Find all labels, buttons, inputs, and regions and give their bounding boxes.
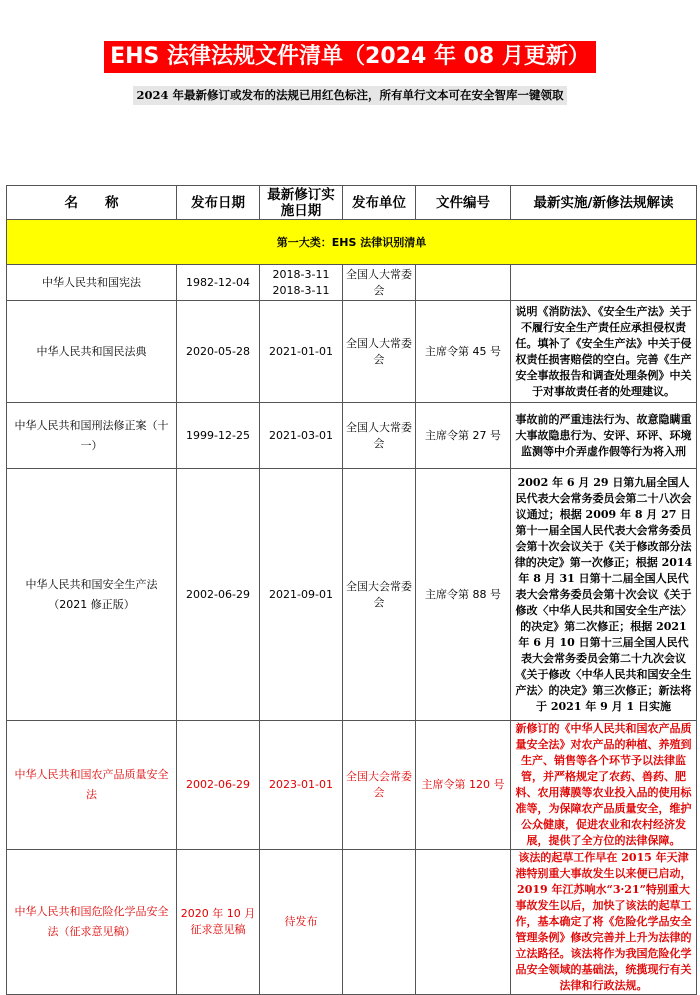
subtitle-wrap [0, 84, 700, 105]
page-title: EHS 法律法规文件清单（2024 年 08 月更新） [104, 41, 596, 73]
row-publish-date: 1999-12-25 [177, 403, 260, 469]
row-doc-no [416, 850, 511, 995]
row-note: 2002 年 6 月 29 日第九届全国人民代表大会常务委员会第二十八次会议通过；根据 2009 年 8 月 27 日第十一届全国人民代表大会常务委员会第十次会议关于《关于修改部分法律的决定》第一次修正；根据 2014 年 8 月 31 日第十二届全国人民代表大会常务委员会第十次会议《关于修改〈中华人民共和国安全生产法〉的决定》第二次修正；根据 2021 年 6 月 10 日第十三届全国人民代表大会常务委员会第二十九次会议《关于修改〈中华人民共和国安全生产法〉的决定》第三次修正；新法将于 2021 年 9 月 1 日实施 [511, 469, 697, 721]
table-row [7, 403, 697, 469]
table-row [7, 850, 697, 995]
table-row [7, 265, 697, 301]
row-note [511, 265, 697, 301]
header-revise-date: 最新修订实施日期 [260, 186, 343, 220]
row-name: 中华人民共和国安全生产法（2021 修正版） [7, 469, 177, 721]
row-note: 该法的起草工作早在 2015 年天津港特别重大事故发生以来便已启动，2019 年江苏响水“3·21”特别重大事故发生以后，加快了该法的起草工作，基本确定了将《危险化学品安全管理条例》修改完善并上升为法律的立法路径。该法将作为我国危险化学品安全领域的基础法，统揽现行有关法律和行政法规。 [511, 850, 697, 995]
header-note: 最新实施/新修法规解读 [511, 186, 697, 220]
title-wrap [0, 41, 700, 73]
category-row [7, 220, 697, 265]
row-unit [343, 850, 416, 995]
header-name: 名 称 [7, 186, 177, 220]
row-publish-date: 2020 年 10 月征求意见稿 [177, 850, 260, 995]
row-revise-date-1: 2018-3-11 [272, 267, 330, 281]
row-name: 中华人民共和国危险化学品安全法（征求意见稿） [7, 850, 177, 995]
row-unit: 全国人大常委会 [343, 403, 416, 469]
table-row [7, 301, 697, 403]
row-unit: 全国人大常委会 [343, 265, 416, 301]
row-revise-date: 2023-01-01 [260, 721, 343, 850]
row-publish-date: 2002-06-29 [177, 721, 260, 850]
header-unit: 发布单位 [343, 186, 416, 220]
row-doc-no: 主席令第 27 号 [416, 403, 511, 469]
category-label: 第一大类：EHS 法律识别清单 [7, 220, 697, 265]
row-note: 事故前的严重违法行为、故意隐瞒重大事故隐患行为、安评、环评、环境监测等中介弄虚作假等行为将入刑 [511, 403, 697, 469]
header-doc-no: 文件编号 [416, 186, 511, 220]
row-revise-date: 2021-03-01 [260, 403, 343, 469]
row-doc-no: 主席令第 45 号 [416, 301, 511, 403]
table-row [7, 469, 697, 721]
header-publish-date: 发布日期 [177, 186, 260, 220]
row-revise-date-2: 2018-3-11 [272, 283, 330, 297]
row-name: 中华人民共和国刑法修正案（十一） [7, 403, 177, 469]
page-subtitle: 2024 年最新修订或发布的法规已用红色标注，所有单行文本可在安全智库一键领取 [133, 86, 566, 105]
regulation-table [6, 185, 697, 995]
row-doc-no [416, 265, 511, 301]
row-revise-date: 2021-01-01 [260, 301, 343, 403]
row-revise-date [260, 265, 343, 301]
row-name: 中华人民共和国宪法 [7, 265, 177, 301]
row-revise-date: 待发布 [260, 850, 343, 995]
table-header-row [7, 186, 697, 220]
row-revise-date: 2021-09-01 [260, 469, 343, 721]
row-publish-date: 2020-05-28 [177, 301, 260, 403]
row-publish-date: 2002-06-29 [177, 469, 260, 721]
row-name: 中华人民共和国民法典 [7, 301, 177, 403]
row-note: 说明《消防法》、《安全生产法》关于不履行安全生产责任应承担侵权责任。填补了《安全生产法》中关于侵权责任损害赔偿的空白。完善《生产安全事故报告和调查处理条例》中关于对事故责任者的处理建议。 [511, 301, 697, 403]
row-note: 新修订的《中华人民共和国农产品质量安全法》对农产品的种植、养殖到生产、销售等各个环节予以法律监管，并严格规定了农药、兽药、肥料、农用薄膜等农业投入品的使用标准等，为保障农产品质量安全，维护公众健康，促进农业和农村经济发展，提供了全方位的法律保障。 [511, 721, 697, 850]
row-unit: 全国大会常委会 [343, 469, 416, 721]
row-doc-no: 主席令第 88 号 [416, 469, 511, 721]
row-doc-no: 主席令第 120 号 [416, 721, 511, 850]
row-name: 中华人民共和国农产品质量安全法 [7, 721, 177, 850]
row-unit: 全国大会常委会 [343, 721, 416, 850]
row-publish-date: 1982-12-04 [177, 265, 260, 301]
row-unit: 全国人大常委会 [343, 301, 416, 403]
table-row [7, 721, 697, 850]
